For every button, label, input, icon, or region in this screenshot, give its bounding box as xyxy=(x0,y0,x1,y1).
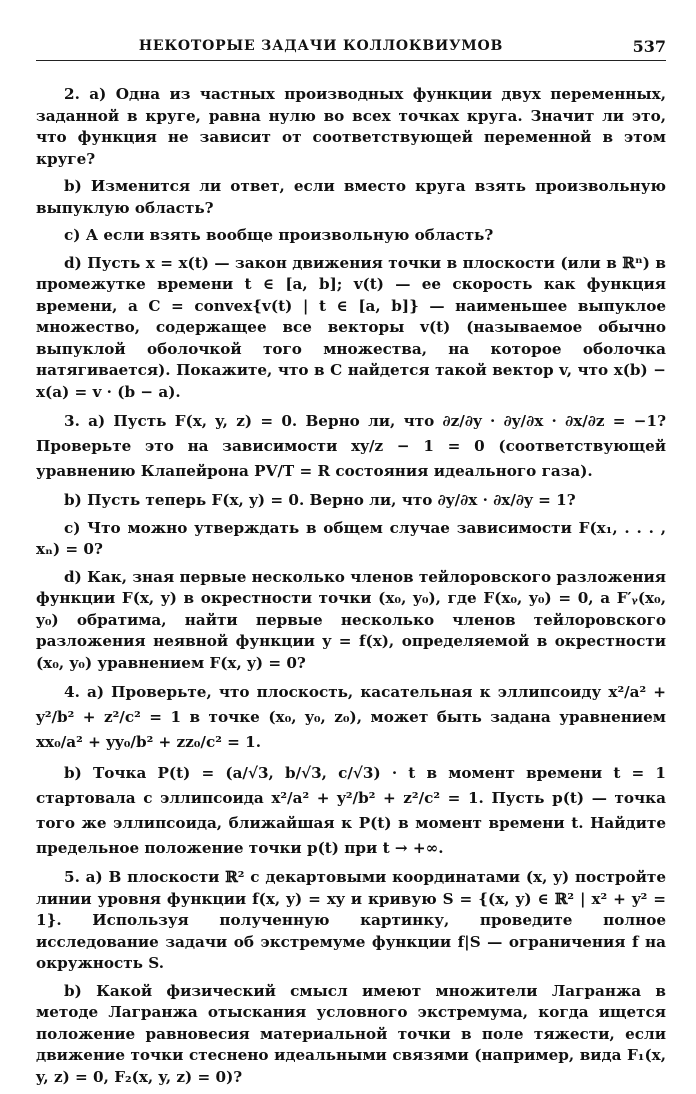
problem-5b: b) Какой физический смысл имеют множители Лагранжа в методе Лагранжа отыскания условного экстремума, когда ищется положение равновесия материальной точки в поле тяжести, если движение точки стеснено идеальными связями (например, вида F₁(x, y, z) = 0, F₂(x, y, z) = 0)? xyxy=(36,981,666,1086)
problem-2d: d) Пусть x = x(t) — закон движения точки в плоскости (или в ℝⁿ) в промежутке времени t ∈ [a, b]; v(t) — ее скорость как функция времени, а C = convex{v(t) | t ∈ [a, b]} — наименьшее выпуклое множество, содержащее все векторы v(t) (называемое обычно выпуклой оболочкой того множества, на которое оболочка натягивается). Покажите, что в C найдется такой вектор v, что x(b) − x(a) = v · (b − a). xyxy=(36,253,666,401)
page-header xyxy=(36,36,666,61)
running-title: НЕКОТОРЫЕ ЗАДАЧИ КОЛЛОКВИУМОВ xyxy=(138,38,504,54)
problem-4a: 4. а) Проверьте, что плоскость, касательная к эллипсоиду x²/a² + y²/b² + z²/c² = 1 в точке (x₀, y₀, z₀), может быть задана уравнением xx₀/a² + yy₀/b² + zz₀/c² = 1. xyxy=(36,683,666,751)
problem-2c: c) А если взять вообще произвольную область? xyxy=(64,226,494,244)
problem-2a: 2. а) Одна из частных производных функции двух переменных, заданной в круге, равна нулю во всех точках круга. Значит ли это, что функция не зависит от соответствующей переменной в этом круге? xyxy=(36,85,666,168)
problem-3b: b) Пусть теперь F(x, y) = 0. Верно ли, что ∂y/∂x · ∂x/∂y = 1? xyxy=(64,491,576,509)
problem-3a: 3. а) Пусть F(x, y, z) = 0. Верно ли, что ∂z/∂y · ∂y/∂x · ∂x/∂z = −1? Проверьте это на зависимости xy/z − 1 = 0 (соответствующей уравнению Клапейрона PV/T = R состояния идеального газа). xyxy=(36,412,666,480)
page-number: 537 xyxy=(632,37,666,56)
problem-5a: 5. а) В плоскости ℝ² с декартовыми координатами (x, y) постройте линии уровня функции f(x, y) = xy и кривую S = {(x, y) ∈ ℝ² | x² + y² = 1}. Используя полученную картинку, проведите полное исследование задачи об экстремуме функции f|S — ограничения f на окружность S. xyxy=(36,868,666,972)
problem-3d: d) Как, зная первые несколько членов тейлоровского разложения функции F(x, y) в окрестности точки (x₀, y₀), где F(x₀, y₀) = 0, а F′ᵧ(x₀, y₀) обратима, найти первые несколько членов тейлоровского разложения неявной функции y = f(x), определяемой в окрестности (x₀, y₀) уравнением F(x, y) = 0? xyxy=(36,567,666,672)
problem-4b: b) Точка P(t) = (a/√3, b/√3, c/√3) · t в момент времени t = 1 стартовала с эллипсоида x²/a² + y²/b² + z²/c² = 1. Пусть p(t) — точка того же эллипсоида, ближайшая к P(t) в момент времени t. Найдите предельное положение точки p(t) при t → +∞. xyxy=(36,764,666,857)
problem-2b: b) Изменится ли ответ, если вместо круга взять произвольную выпуклую область? xyxy=(36,177,666,217)
problem-3c: c) Что можно утверждать в общем случае зависимости F(x₁, . . . , xₙ) = 0? xyxy=(36,518,666,558)
problems-body xyxy=(36,84,666,1094)
